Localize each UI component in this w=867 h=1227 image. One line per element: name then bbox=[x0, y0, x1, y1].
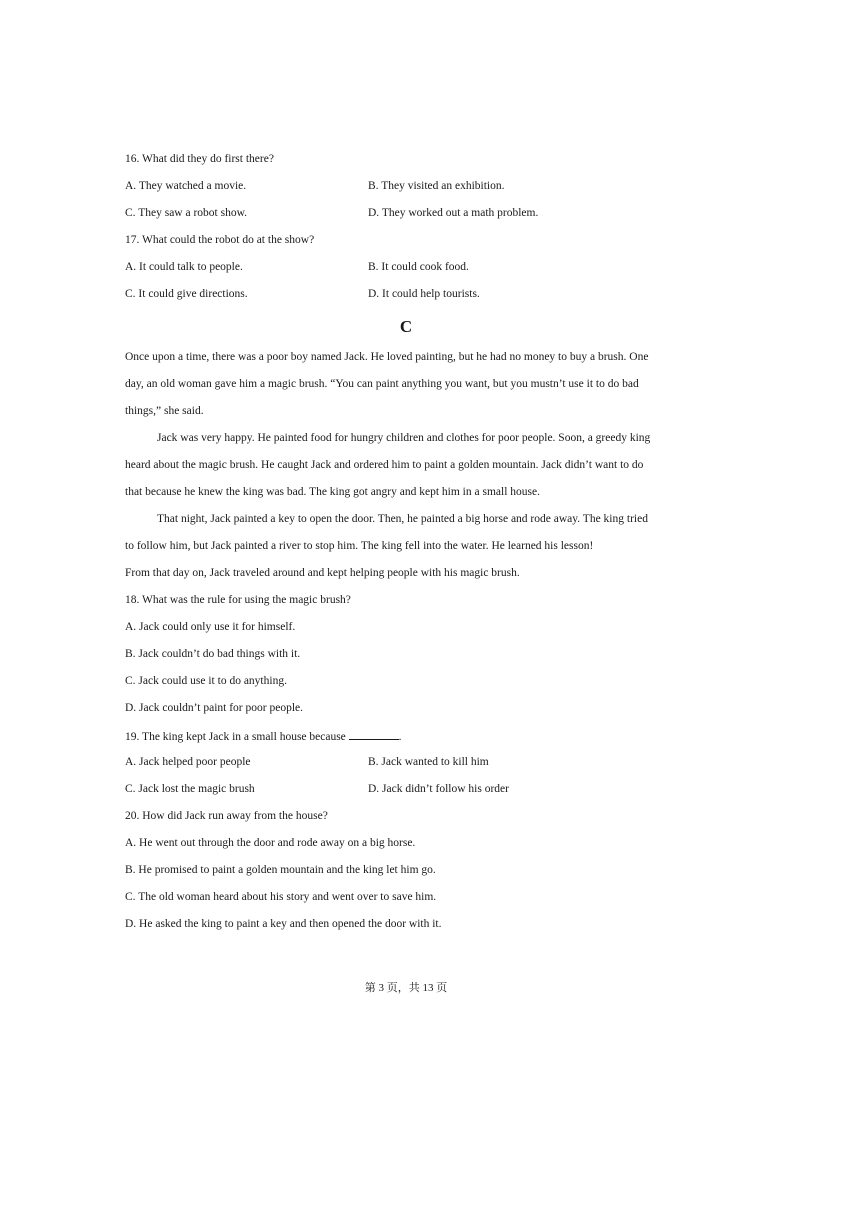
passage-line: Jack was very happy. He painted food for hungry children and clothes for poor people. Soon, a greedy king bbox=[157, 432, 651, 444]
option-17-a: A. It could talk to people. bbox=[125, 261, 243, 273]
option-17-c: C. It could give directions. bbox=[125, 288, 248, 300]
question-19 bbox=[125, 728, 402, 742]
passage-line: From that day on, Jack traveled around and kept helping people with his magic brush. bbox=[125, 567, 520, 579]
option-16-d: D. They worked out a math problem. bbox=[368, 207, 539, 219]
passage-line: heard about the magic brush. He caught Jack and ordered him to paint a golden mountain. Jack didn’t want to do bbox=[125, 459, 644, 471]
option-19-d: D. Jack didn’t follow his order bbox=[368, 783, 509, 795]
section-title: C bbox=[399, 317, 413, 336]
option-17-b: B. It could cook food. bbox=[368, 261, 469, 273]
passage-line: That night, Jack painted a key to open the door. Then, he painted a big horse and rode away. The king tried bbox=[157, 513, 648, 525]
question-19-text: 19. The king kept Jack in a small house because bbox=[125, 731, 346, 743]
answer-blank bbox=[349, 728, 399, 740]
option-20-a: A. He went out through the door and rode away on a big horse. bbox=[125, 837, 416, 849]
option-20-c: C. The old woman heard about his story and went over to save him. bbox=[125, 891, 437, 903]
option-18-c: C. Jack could use it to do anything. bbox=[125, 675, 287, 687]
option-20-d: D. He asked the king to paint a key and then opened the door with it. bbox=[125, 918, 442, 930]
question-19-end: . bbox=[398, 731, 402, 743]
option-18-b: B. Jack couldn’t do bad things with it. bbox=[125, 648, 301, 660]
question-16: 16. What did they do first there? bbox=[125, 153, 274, 165]
option-19-a: A. Jack helped poor people bbox=[125, 756, 251, 768]
option-20-b: B. He promised to paint a golden mountain and the king let him go. bbox=[125, 864, 436, 876]
passage-line: day, an old woman gave him a magic brush. “You can paint anything you want, but you mustn’t use it to do bad bbox=[125, 378, 639, 390]
option-16-a: A. They watched a movie. bbox=[125, 180, 247, 192]
question-20: 20. How did Jack run away from the house? bbox=[125, 810, 328, 822]
question-18: 18. What was the rule for using the magic brush? bbox=[125, 594, 351, 606]
option-19-b: B. Jack wanted to kill him bbox=[368, 756, 489, 768]
passage-line: things,” she said. bbox=[125, 405, 204, 417]
option-17-d: D. It could help tourists. bbox=[368, 288, 480, 300]
passage-line: Once upon a time, there was a poor boy named Jack. He loved painting, but he had no money to buy a brush. One bbox=[125, 351, 649, 363]
option-19-c: C. Jack lost the magic brush bbox=[125, 783, 255, 795]
passage-line: to follow him, but Jack painted a river to stop him. The king fell into the water. He learned his lesson! bbox=[125, 540, 594, 552]
passage-line: that because he knew the king was bad. The king got angry and kept him in a small house. bbox=[125, 486, 540, 498]
option-18-d: D. Jack couldn’t paint for poor people. bbox=[125, 702, 303, 714]
option-18-a: A. Jack could only use it for himself. bbox=[125, 621, 296, 633]
page-number: 第 3 页，共 13 页 bbox=[364, 982, 448, 994]
question-17: 17. What could the robot do at the show? bbox=[125, 234, 315, 246]
option-16-c: C. They saw a robot show. bbox=[125, 207, 248, 219]
option-16-b: B. They visited an exhibition. bbox=[368, 180, 505, 192]
